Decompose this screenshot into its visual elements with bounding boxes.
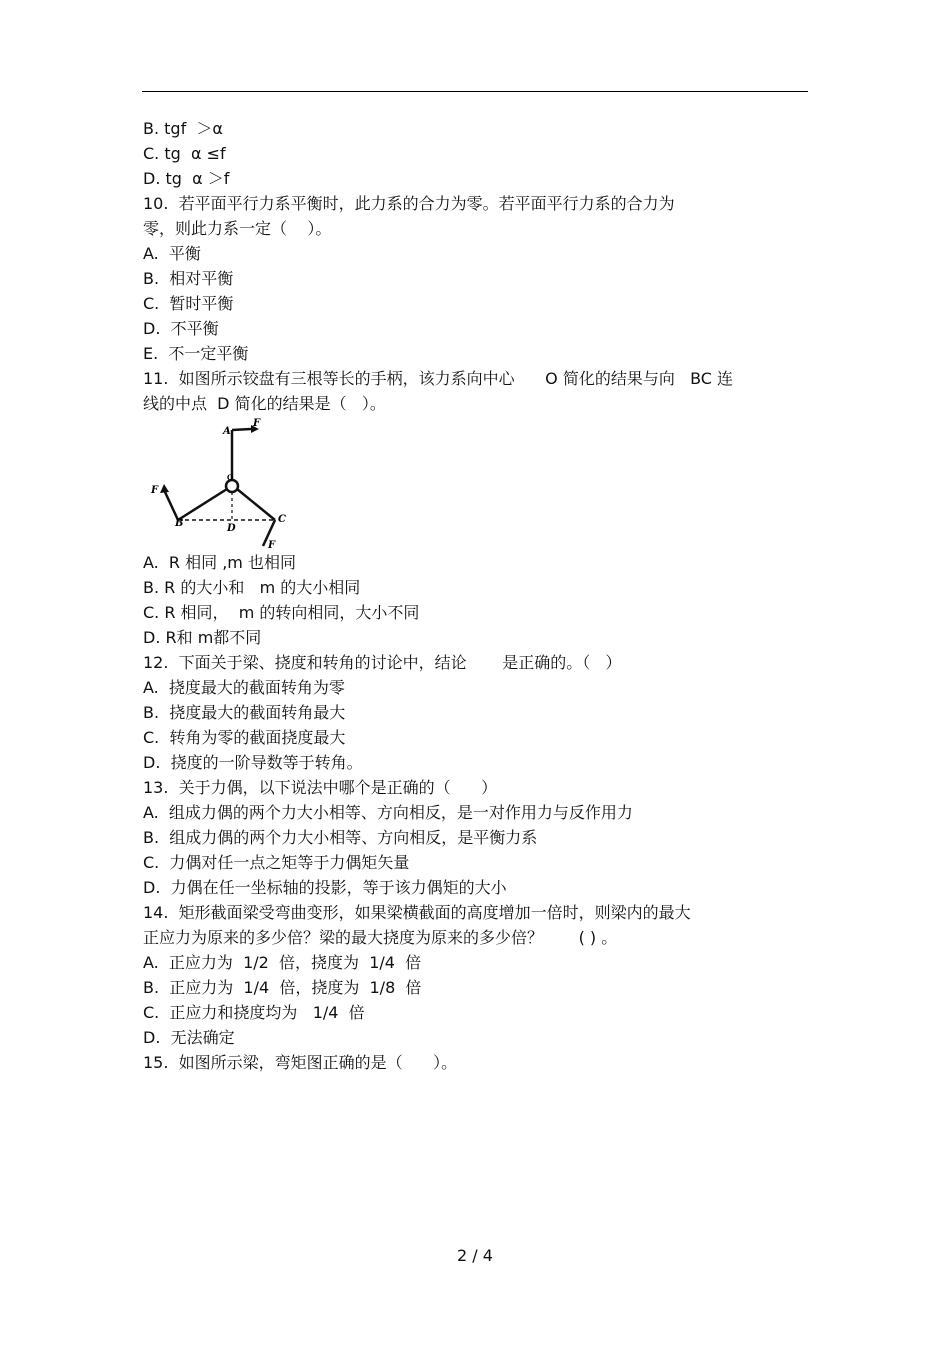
- text-line: 正应力为原来的多少倍？梁的最大挠度为原来的多少倍？ ( ) 。: [143, 928, 618, 947]
- text-line: A. 平衡: [143, 244, 201, 263]
- text-line: B. 正应力为 1/4 倍，挠度为 1/8 倍: [143, 978, 422, 997]
- text-line: D. R和 m都不同: [143, 628, 262, 647]
- text-line: A. 组成力偶的两个力大小相等、方向相反，是一对作用力与反作用力: [143, 803, 633, 822]
- header-rule: [142, 91, 808, 92]
- text-line: B. 相对平衡: [143, 269, 234, 288]
- text-line: 10. 若平面平行力系平衡时，此力系的合力为零。若平面平行力系的合力为: [143, 194, 675, 213]
- text-line: D. 力偶在任一坐标轴的投影，等于该力偶矩的大小: [143, 878, 507, 897]
- text-line: A. R 相同 ,m 也相同: [143, 553, 296, 572]
- figure-label-f-top: F: [253, 418, 261, 429]
- text-line: E. 不一定平衡: [143, 344, 249, 363]
- text-line: D. 挠度的一阶导数等于转角。: [143, 753, 363, 772]
- text-line: 13. 关于力偶，以下说法中哪个是正确的（ ）: [143, 778, 498, 797]
- text-line: D. tg α ＞f: [143, 169, 230, 188]
- text-line: 零，则此力系一定（ ）。: [143, 219, 332, 238]
- text-line: C. tg α ≤f: [143, 144, 226, 163]
- page-content: [143, 116, 813, 1075]
- text-line: B. 挠度最大的截面转角最大: [143, 703, 346, 722]
- text-line: D. 无法确定: [143, 1028, 235, 1047]
- text-line: B. tgf ＞α: [143, 119, 223, 138]
- text-line: A. 正应力为 1/2 倍，挠度为 1/4 倍: [143, 953, 422, 972]
- figure-label-d: D: [227, 523, 236, 534]
- text-line: 14. 矩形截面梁受弯曲变形，如果梁横截面的高度增加一倍时，则梁内的最大: [143, 903, 691, 922]
- winch-diagram: [147, 416, 297, 550]
- page-number: 2 / 4: [457, 1246, 493, 1265]
- text-line: C. 力偶对任一点之矩等于力偶矩矢量: [143, 853, 410, 872]
- text-line: D. 不平衡: [143, 319, 219, 338]
- question-lines-top: [143, 116, 813, 416]
- figure-label-a: A: [223, 426, 231, 437]
- text-line: 11. 如图所示铰盘有三根等长的手柄，该力系向中心 O 简化的结果与向 BC 连: [143, 369, 734, 388]
- text-line: C. 转角为零的截面挠度最大: [143, 728, 346, 747]
- figure-label-o: O: [227, 473, 234, 482]
- figure-label-b: B: [175, 518, 184, 529]
- text-line: C. R 相同， m 的转向相同，大小不同: [143, 603, 420, 622]
- winch-figure: [143, 416, 813, 550]
- text-line: C. 正应力和挠度均为 1/4 倍: [143, 1003, 365, 1022]
- text-line: B. 组成力偶的两个力大小相等、方向相反，是平衡力系: [143, 828, 538, 847]
- text-line: 15. 如图所示梁，弯矩图正确的是（ ）。: [143, 1053, 458, 1072]
- figure-label-f-left: F: [151, 485, 159, 496]
- figure-label-c: C: [278, 514, 286, 525]
- figure-label-f-bottom: F: [268, 540, 276, 550]
- text-line: C. 暂时平衡: [143, 294, 234, 313]
- text-line: 线的中点 D 简化的结果是（ ）。: [143, 394, 386, 413]
- text-line: B. R 的大小和 m 的大小相同: [143, 578, 361, 597]
- text-line: A. 挠度最大的截面转角为零: [143, 678, 345, 697]
- text-line: 12. 下面关于梁、挠度和转角的讨论中，结论 是正确的。（ ）: [143, 653, 622, 672]
- question-lines-bottom: [143, 550, 813, 1075]
